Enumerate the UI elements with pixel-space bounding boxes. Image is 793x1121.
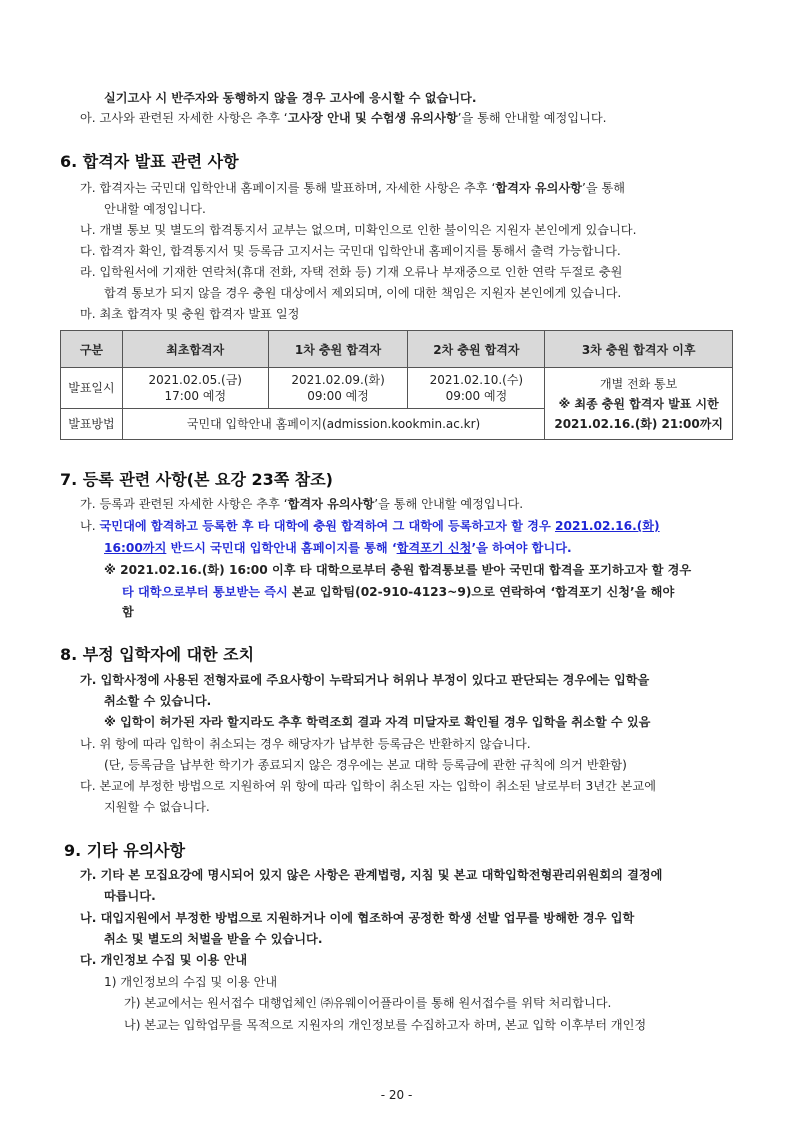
cell-line: 개별 전화 통보 bbox=[600, 376, 678, 391]
table-cell bbox=[122, 368, 268, 409]
s7-ga bbox=[80, 496, 523, 512]
text-fragment-bold: 고사장 안내 및 수험생 유의사항 bbox=[287, 111, 458, 125]
table-row bbox=[61, 368, 733, 409]
section-8-heading: 8. 부정 입학자에 대한 조치 bbox=[60, 645, 255, 664]
s8-da-2: 지원할 수 없습니다. bbox=[104, 800, 210, 814]
row-label: 발표일시 bbox=[61, 368, 123, 409]
table-header-row bbox=[61, 331, 733, 368]
cell-line: 09:00 예정 bbox=[307, 389, 369, 403]
text-fragment: 나. bbox=[80, 519, 100, 533]
s6-na: 나. 개별 통보 및 별도의 합격통지서 교부는 없으며, 미확인으로 인한 불이익은 지원자 본인에게 있습니다. bbox=[80, 223, 637, 237]
s8-ga-1: 가. 입학사정에 사용된 전형자료에 주요사항이 누락되거나 허위나 부정이 있다고 판단되는 경우에는 입학을 bbox=[80, 673, 650, 687]
text-fragment: ’을 통해 bbox=[582, 181, 626, 195]
table-header-cell: 1차 충원 합격자 bbox=[268, 331, 408, 368]
text-fragment: ’을 통해 안내할 예정입니다. bbox=[374, 497, 524, 511]
s7-note-2 bbox=[122, 584, 674, 600]
cell-line: 2021.02.09.(화) bbox=[291, 373, 385, 387]
table-cell: 국민대 입학안내 홈페이지(admission.kookmin.ac.kr) bbox=[122, 409, 544, 440]
text-fragment: 가. 등록과 관련된 자세한 사항은 추후 ‘ bbox=[80, 497, 288, 511]
text-fragment: 가. 합격자는 국민대 입학안내 홈페이지를 통해 발표하며, 자세한 사항은 추후 ‘ bbox=[80, 181, 496, 195]
section-7-heading: 7. 등록 관련 사항(본 요강 23쪽 참조) bbox=[60, 470, 333, 489]
s8-da-1: 다. 본교에 부정한 방법으로 지원하여 위 항에 따라 입학이 취소된 자는 입학이 취소된 날로부터 3년간 본교에 bbox=[80, 779, 656, 793]
s6-ma: 마. 최초 합격자 및 충원 합격자 발표 일정 bbox=[80, 307, 300, 321]
text-fragment-blue-underline: 합격포기 신청 bbox=[396, 541, 472, 555]
page-number: - 20 - bbox=[380, 1088, 413, 1102]
section-6-heading: 6. 합격자 발표 관련 사항 bbox=[60, 152, 239, 171]
cell-line: 2021.02.05.(금) bbox=[148, 373, 242, 387]
s7-na-2 bbox=[104, 540, 572, 556]
table-cell bbox=[408, 368, 545, 409]
text-fragment: ’을 통해 안내할 예정입니다. bbox=[457, 111, 607, 125]
table-header-cell: 3차 충원 합격자 이후 bbox=[545, 331, 733, 368]
table-header-cell: 구분 bbox=[61, 331, 123, 368]
table-header-cell: 최초합격자 bbox=[122, 331, 268, 368]
s8-na-1: 나. 위 항에 따라 입학이 취소되는 경우 해당자가 납부한 등록금은 반환하지 않습니다. bbox=[80, 737, 531, 751]
text-fragment-bold: 합격자 유의사항 bbox=[287, 497, 375, 511]
table-header-cell: 2차 충원 합격자 bbox=[408, 331, 545, 368]
s9-da-1: 1) 개인정보의 수집 및 이용 안내 bbox=[104, 975, 278, 989]
text-fragment-blue: 반드시 국민대 입학안내 홈페이지를 통해 ‘ bbox=[166, 541, 397, 555]
text-fragment-blue: 국민대에 합격하고 등록한 후 타 대학에 충원 합격하여 그 대학에 등록하고자 할 경우 bbox=[99, 519, 555, 533]
top-line-2 bbox=[80, 110, 607, 126]
cell-line: 2021.02.16.(화) 21:00까지 bbox=[554, 416, 723, 431]
text-fragment-blue-underline: 16:00까지 bbox=[104, 541, 167, 555]
cell-line: 17:00 예정 bbox=[164, 389, 227, 403]
text-fragment: 본교 입학팀(02-910-4123~9)으로 연락하여 ‘합격포기 신청’을 해야 bbox=[287, 585, 675, 599]
s8-ga-note: ※ 입학이 허가된 자라 할지라도 추후 학력조회 결과 자격 미달자로 확인될 경우 입학을 취소할 수 있음 bbox=[104, 715, 651, 729]
s7-note-1: ※ 2021.02.16.(화) 16:00 이후 타 대학으로부터 충원 합격통보를 받아 국민대 합격을 포기하고자 할 경우 bbox=[104, 563, 692, 577]
text-fragment: 아. 고사와 관련된 자세한 사항은 추후 ‘ bbox=[80, 111, 288, 125]
text-fragment-bold: 합격자 유의사항 bbox=[495, 181, 582, 195]
s9-na-2: 취소 및 별도의 처벌을 받을 수 있습니다. bbox=[104, 932, 323, 946]
announcement-schedule-table bbox=[60, 330, 733, 440]
s7-note-3: 함 bbox=[122, 605, 134, 619]
top-line-1: 실기고사 시 반주자와 동행하지 않을 경우 고사에 응시할 수 없습니다. bbox=[104, 91, 477, 105]
text-fragment-blue: 타 대학으로부터 통보받는 즉시 bbox=[122, 585, 288, 599]
text-fragment-blue-underline: 2021.02.16.(화) bbox=[554, 519, 660, 533]
row-label: 발표방법 bbox=[61, 409, 123, 440]
section-9-heading: 9. 기타 유의사항 bbox=[64, 841, 186, 860]
s8-ga-2: 취소할 수 있습니다. bbox=[104, 694, 212, 708]
text-fragment-blue: ’을 하여야 합니다. bbox=[471, 541, 572, 555]
s9-da-1-ga: 가) 본교에서는 원서접수 대행업체인 ㈜유웨이어플라이를 통해 원서접수를 위탁 처리합니다. bbox=[124, 996, 612, 1010]
s9-na-1: 나. 대입지원에서 부정한 방법으로 지원하거나 이에 협조하여 공정한 학생 선발 업무를 방해한 경우 입학 bbox=[80, 911, 635, 925]
cell-line: 09:00 예정 bbox=[445, 389, 508, 403]
s9-ga-2: 따릅니다. bbox=[104, 889, 156, 903]
s6-da: 다. 합격자 확인, 합격통지서 및 등록금 고지서는 국민대 입학안내 홈페이지를 통해서 출력 가능합니다. bbox=[80, 244, 621, 258]
s6-ga-cont: 안내할 예정입니다. bbox=[104, 202, 206, 216]
s6-ga bbox=[80, 180, 625, 196]
s6-ra-2: 합격 통보가 되지 않을 경우 충원 대상에서 제외되며, 이에 대한 책임은 지원자 본인에게 있습니다. bbox=[104, 286, 622, 300]
cell-line: ※ 최종 충원 합격자 발표 시한 bbox=[558, 396, 719, 411]
cell-line: 2021.02.10.(수) bbox=[429, 373, 524, 387]
s8-na-2: (단, 등록금을 납부한 학기가 종료되지 않은 경우에는 본교 대학 등록금에 관한 규칙에 의거 반환함) bbox=[104, 758, 627, 772]
s9-da-1-na: 나) 본교는 입학업무를 목적으로 지원자의 개인정보를 수집하고자 하며, 본교 입학 이후부터 개인정 bbox=[124, 1018, 647, 1032]
s9-ga-1: 가. 기타 본 모집요강에 명시되어 있지 않은 사항은 관계법령, 지침 및 본교 대학입학전형관리위원회의 결정에 bbox=[80, 868, 663, 882]
s7-na-1 bbox=[80, 518, 660, 534]
s9-da: 다. 개인정보 수집 및 이용 안내 bbox=[80, 953, 248, 967]
table-cell bbox=[268, 368, 408, 409]
s6-ra-1: 라. 입학원서에 기재한 연락처(휴대 전화, 자택 전화 등) 기재 오류나 부재중으로 인한 연락 두절로 충원 bbox=[80, 265, 623, 279]
table-cell bbox=[545, 368, 733, 440]
